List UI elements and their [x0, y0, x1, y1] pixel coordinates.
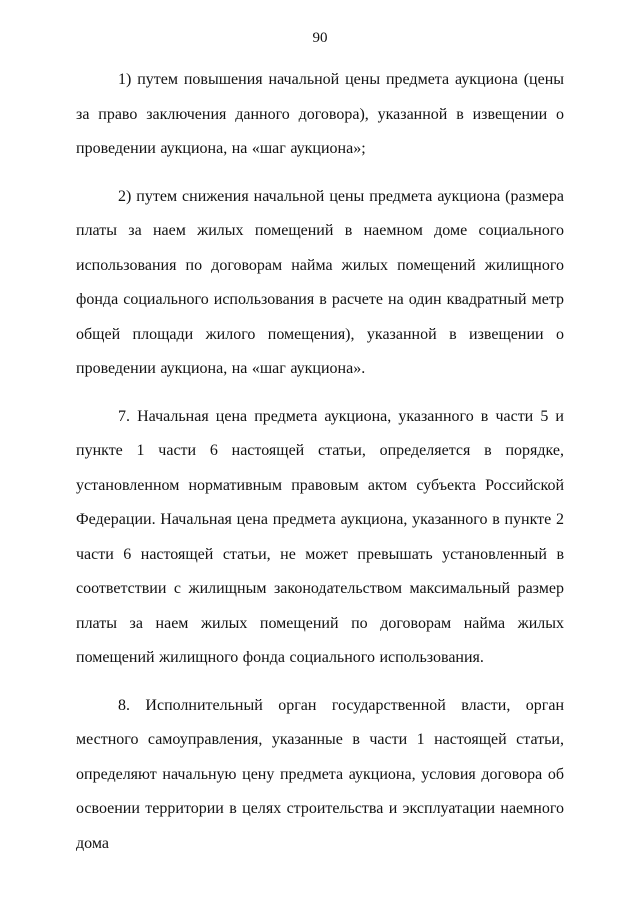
paragraph-item-2: 2) путем снижения начальной цены предмета аукциона (размера платы за наем жилых помещений в наемном доме социального использования по договорам найма жилых помещений жилищного фонда социального использования в расчете на один квадратный метр общей площади жилого помещения), указанной в извещении о проведении аукциона, на «шаг аукциона». [76, 187, 564, 377]
page-number: 90 [312, 30, 328, 46]
paragraph-section-7: 7. Начальная цена предмета аукциона, указанного в части 5 и пункте 1 части 6 настоящей статьи, определяется в порядке, установленном нормативным правовым актом субъекта Российской Федерации. Начальная цена предмета аукциона, указанного в пункте 2 части 6 настоящей статьи, не может превышать установленный в соответствии с жилищным законодательством максимальный размер платы за наем жилых помещений по договорам найма жилых помещений жилищного фонда социального использования. [76, 407, 564, 666]
paragraph-item-1: 1) путем повышения начальной цены предмета аукциона (цены за право заключения данного договора), указанной в извещении о проведении аукциона, на «шаг аукциона»; [76, 71, 564, 157]
document-body [76, 63, 564, 874]
paragraph-section-8: 8. Исполнительный орган государственной власти, орган местного самоуправления, указанные в части 1 настоящей статьи, определяют начальную цену предмета аукциона, условия договора об освоении территории в целях строительства и эксплуатации наемного дома [76, 696, 564, 852]
